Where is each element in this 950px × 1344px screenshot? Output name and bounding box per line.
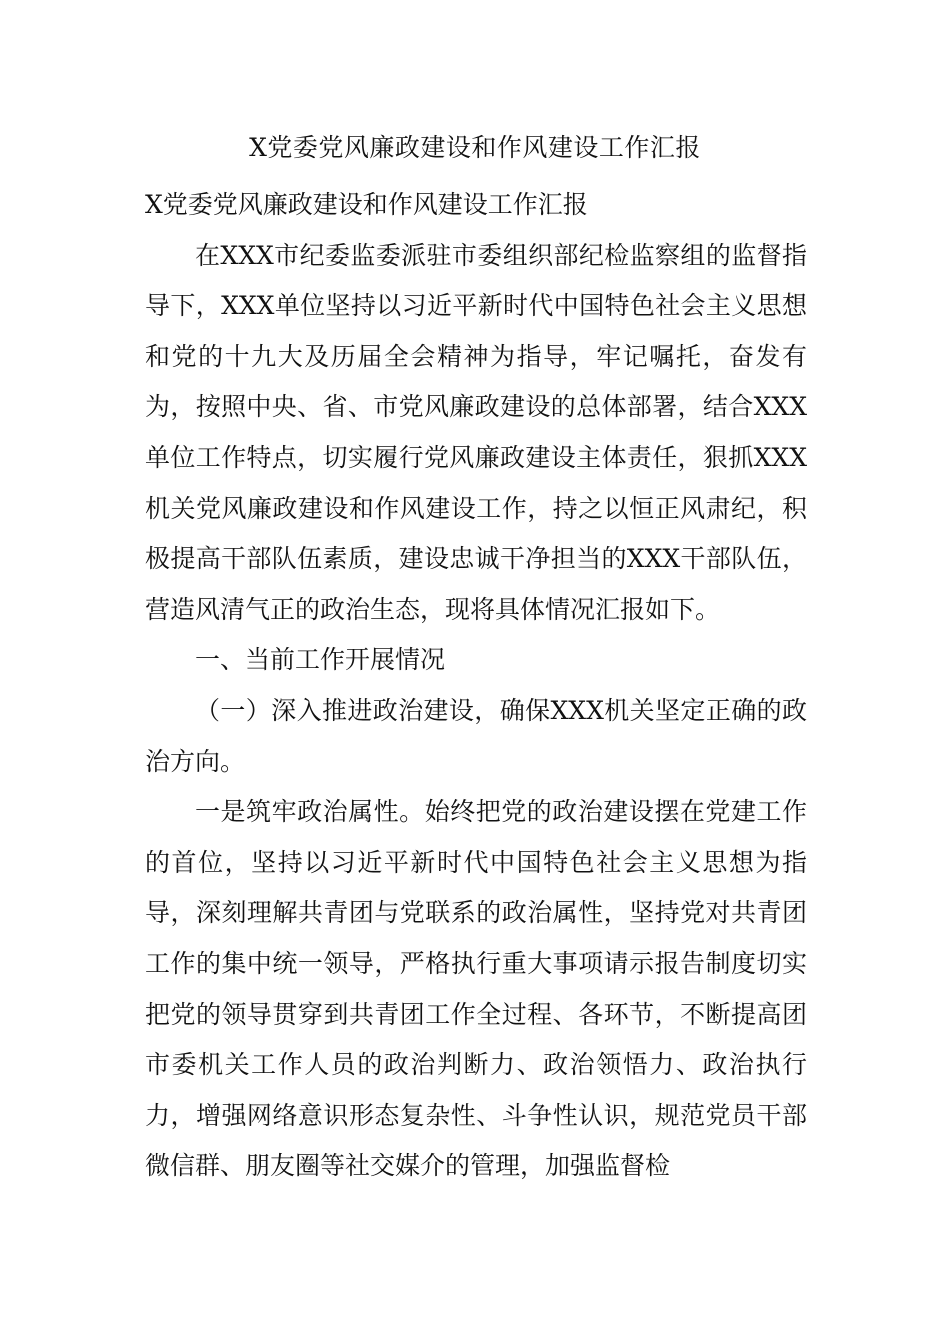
document-body [145, 180, 807, 1192]
paragraph-intro: 在XXX市纪委监委派驻市委组织部纪检监察组的监督指导下，XXX单位坚持以习近平新时代中国特色社会主义思想和党的十九大及历届全会精神为指导，牢记嘱托，奋发有为，按照中央、省、市党风廉政建设的总体部署，结合XXX单位工作特点，切实履行党风廉政建设主体责任，狠抓XXX机关党风廉政建设和作风建设工作，持之以恒正风肃纪，积极提高干部队伍素质，建设忠诚干净担当的XXX干部队伍，营造风清气正的政治生态，现将具体情况汇报如下。 [145, 240, 807, 624]
section-heading: 一、当前工作开展情况 [195, 645, 446, 675]
document-title: X党委党风廉政建设和作风建设工作汇报 [249, 133, 701, 162]
document-subtitle: X党委党风廉政建设和作风建设工作汇报 [145, 190, 588, 219]
subsection-heading: （一）深入推进政治建设，确保XXX机关坚定正确的政治方向。 [145, 695, 807, 776]
paragraph-political-building: 一是筑牢政治属性。始终把党的政治建设摆在党建工作的首位，坚持以习近平新时代中国特色社会主义思想为指导，深刻理解共青团与党联系的政治属性，坚持党对共青团工作的集中统一领导，严格执行重大事项请示报告制度切实把党的领导贯穿到共青团工作全过程、各环节，不断提高团市委机关工作人员的政治判断力、政治领悟力、政治执行力，增强网络意识形态复杂性、斗争性认识，规范党员干部微信群、朋友圈等社交媒介的管理，加强监督检 [145, 797, 807, 1181]
